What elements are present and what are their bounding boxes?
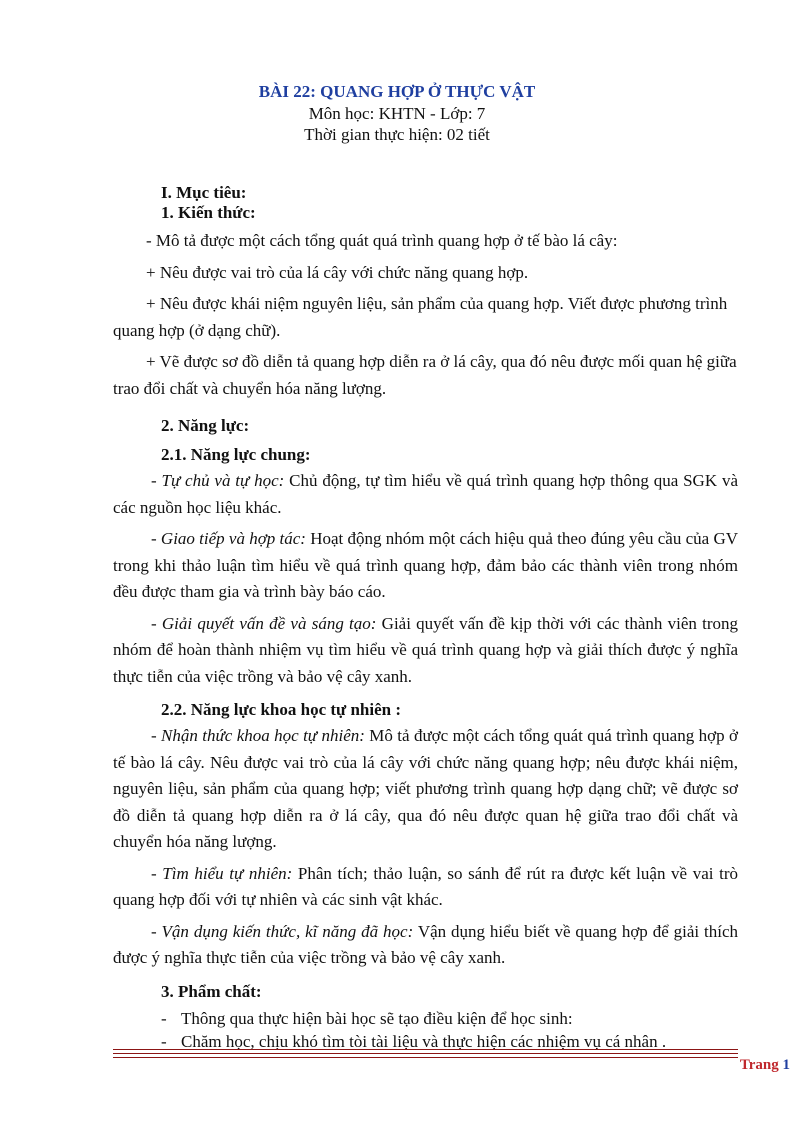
competence-item-problem-solving: [113, 611, 738, 691]
footer-rule-bottom: [113, 1057, 738, 1058]
science-item-application: [113, 919, 738, 972]
item-text: Giải quyết vấn đề kịp thời với các thành viên trong nhóm để hoàn thành nhiệm vụ tìm hiểu về quá trình quang hợp và giải thích được ý nghĩa thực tiễn của việc trồng và bảo vệ cây xanh.: [113, 613, 738, 686]
item-label: - Nhận thức khoa học tự nhiên:: [151, 726, 365, 745]
item-label: - Tìm hiểu tự nhiên:: [151, 863, 293, 883]
dash-marker: -: [161, 1031, 167, 1051]
footer-rule-middle: [113, 1053, 738, 1054]
objectives-heading: I. Mục tiêu:: [161, 183, 247, 202]
item-label: - Tự chủ và tự học:: [151, 471, 285, 490]
competence-item-self-study: [113, 468, 738, 521]
knowledge-p3: + Nêu được khái niệm nguyên liệu, sản phẩm của quang hợp. Viết được phương trình quang hợp (ở dạng chữ).: [113, 294, 728, 340]
bullet-text: Thông qua thực hiện bài học sẽ tạo điều kiện để học sinh:: [181, 1008, 573, 1028]
competence-heading: 2. Năng lực:: [161, 416, 250, 435]
knowledge-heading: 1. Kiến thức:: [161, 203, 256, 222]
subject-line: Môn học: KHTN - Lớp: 7: [308, 104, 486, 123]
quality-bullet-1: [161, 1007, 738, 1030]
knowledge-p4: + Vẽ được sơ đồ diễn tả quang hợp diễn ra ở lá cây, qua đó nêu được mối quan hệ giữa trao đổi chất và chuyển hóa năng lượng.: [113, 352, 737, 398]
science-competence-heading: 2.2. Năng lực khoa học tự nhiên :: [161, 700, 402, 719]
general-competence-heading: 2.1. Năng lực chung:: [161, 445, 311, 464]
bullet-text: Chăm học, chịu khó tìm tòi tài liệu và thực hiện các nhiệm vụ cá nhân .: [181, 1031, 667, 1051]
item-label: - Giao tiếp và hợp tác:: [151, 529, 306, 548]
item-text: Mô tả được một cách tổng quát quá trình quang hợp ở tế bào lá cây. Nêu được vai trò của lá cây với chức năng quang hợp; nêu được khái niệm, nguyên liệu, sản phẩm của quang hợp; viết phương trình quang hợp dạng chữ; vẽ được sơ đồ diễn tả quang hợp diễn ra ở lá cây, qua đó nêu được quan hệ giữa trao đổi chất và chuyển hóa năng lượng.: [113, 726, 738, 851]
lesson-title: BÀI 22: QUANG HỢP Ở THỰC VẬT: [258, 82, 536, 101]
knowledge-p1: - Mô tả được một cách tổng quát quá trình quang hợp ở tế bào lá cây:: [146, 231, 618, 250]
footer-rule-top: [113, 1049, 738, 1050]
duration-line: Thời gian thực hiện: 02 tiết: [304, 125, 490, 144]
item-label: - Vận dụng kiến thức, kĩ năng đã học:: [151, 921, 414, 941]
page-number: 1: [782, 1057, 790, 1073]
page-label: Trang: [739, 1057, 783, 1073]
science-item-cognition: [113, 723, 738, 856]
item-text: Phân tích; thảo luận, so sánh để rút ra được kết luận về vai trò quang hợp đối với tự nhiên và các sinh vật khác.: [113, 863, 738, 909]
science-item-exploration: [113, 861, 738, 914]
dash-marker: -: [161, 1008, 167, 1028]
page-footer: [740, 1057, 790, 1074]
item-text: Hoạt động nhóm một cách hiệu quả theo đúng yêu cầu của GV trong khi thảo luận tìm hiểu về quá trình quang hợp, đảm bảo các thành viên trong nhóm đều được tham gia và trình bày báo cáo.: [113, 529, 739, 601]
document-body: [113, 183, 738, 1053]
competence-item-communication: [113, 526, 738, 606]
knowledge-p2: + Nêu được vai trò của lá cây với chức năng quang hợp.: [146, 262, 529, 282]
item-text: Chủ động, tự tìm hiểu về quá trình quang hợp thông qua SGK và các nguồn học liệu khác.: [113, 471, 738, 517]
item-label: - Giải quyết vấn đề và sáng tạo:: [151, 613, 377, 633]
item-text: Vận dụng hiểu biết về quang hợp để giải thích được ý nghĩa thực tiễn của việc trồng và bảo vệ cây xanh.: [113, 921, 738, 967]
qualities-heading: 3. Phẩm chất:: [161, 981, 262, 1001]
